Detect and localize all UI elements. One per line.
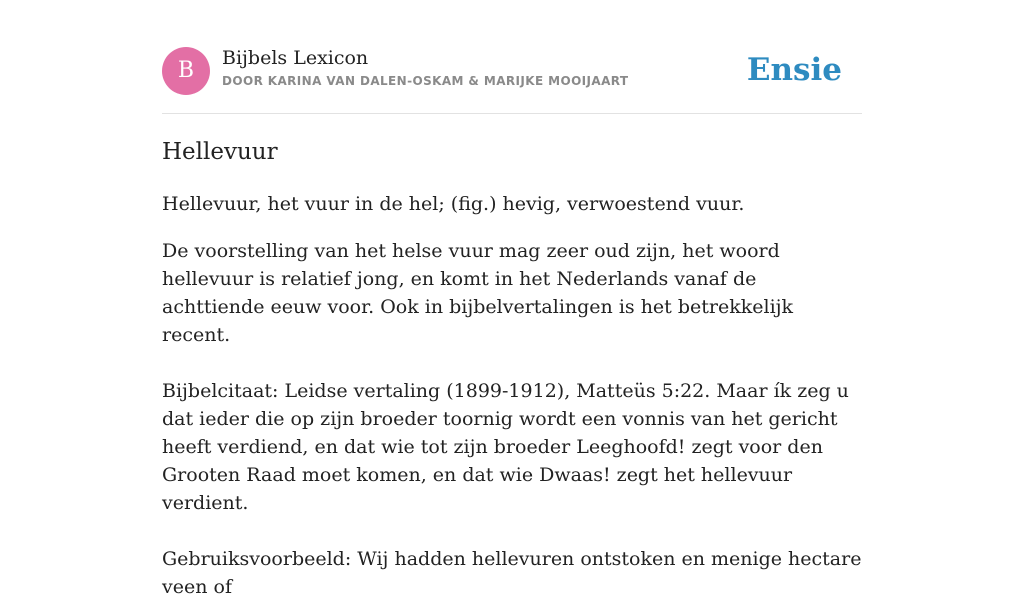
site-header: [162, 46, 862, 96]
entry-paragraph: De voorstelling van het helse vuur mag zeer oud zijn, het woord hellevuur is relatief jong, en komt in het Nederlands vanaf de achttiende eeuw voor. Ook in bijbelvertalingen is het betrekkelijk recent.: [162, 240, 794, 346]
divider: [162, 113, 862, 114]
site-title-block: [222, 46, 628, 88]
authors-line: DOOR KARINA VAN DALEN-OSKAM & MARIJKE MOOIJAART: [222, 74, 629, 88]
avatar[interactable]: B: [162, 47, 210, 95]
ensie-logo[interactable]: Ensie: [746, 52, 842, 88]
entry-content: [162, 136, 862, 601]
page: [162, 0, 862, 598]
entry-title: Hellevuur: [162, 139, 278, 165]
site-title[interactable]: Bijbels Lexicon: [222, 47, 369, 69]
entry-paragraph: Bijbelcitaat: Leidse vertaling (1899-1912), Matteüs 5:22. Maar ík zeg u dat ieder die op zijn broeder toornig wordt een vonnis van het gericht heeft verdiend, en dat wie tot zijn broeder Leeghoofd! zegt voor den Grooten Raad moet komen, en dat wie Dwaas! zegt het hellevuur verdient.: [162, 380, 849, 514]
entry-definition: Hellevuur, het vuur in de hel; (fig.) hevig, verwoestend vuur.: [162, 193, 745, 215]
entry-paragraph: Gebruiksvoorbeeld: Wij hadden hellevuren ontstoken en menige hectare veen of: [162, 548, 862, 598]
